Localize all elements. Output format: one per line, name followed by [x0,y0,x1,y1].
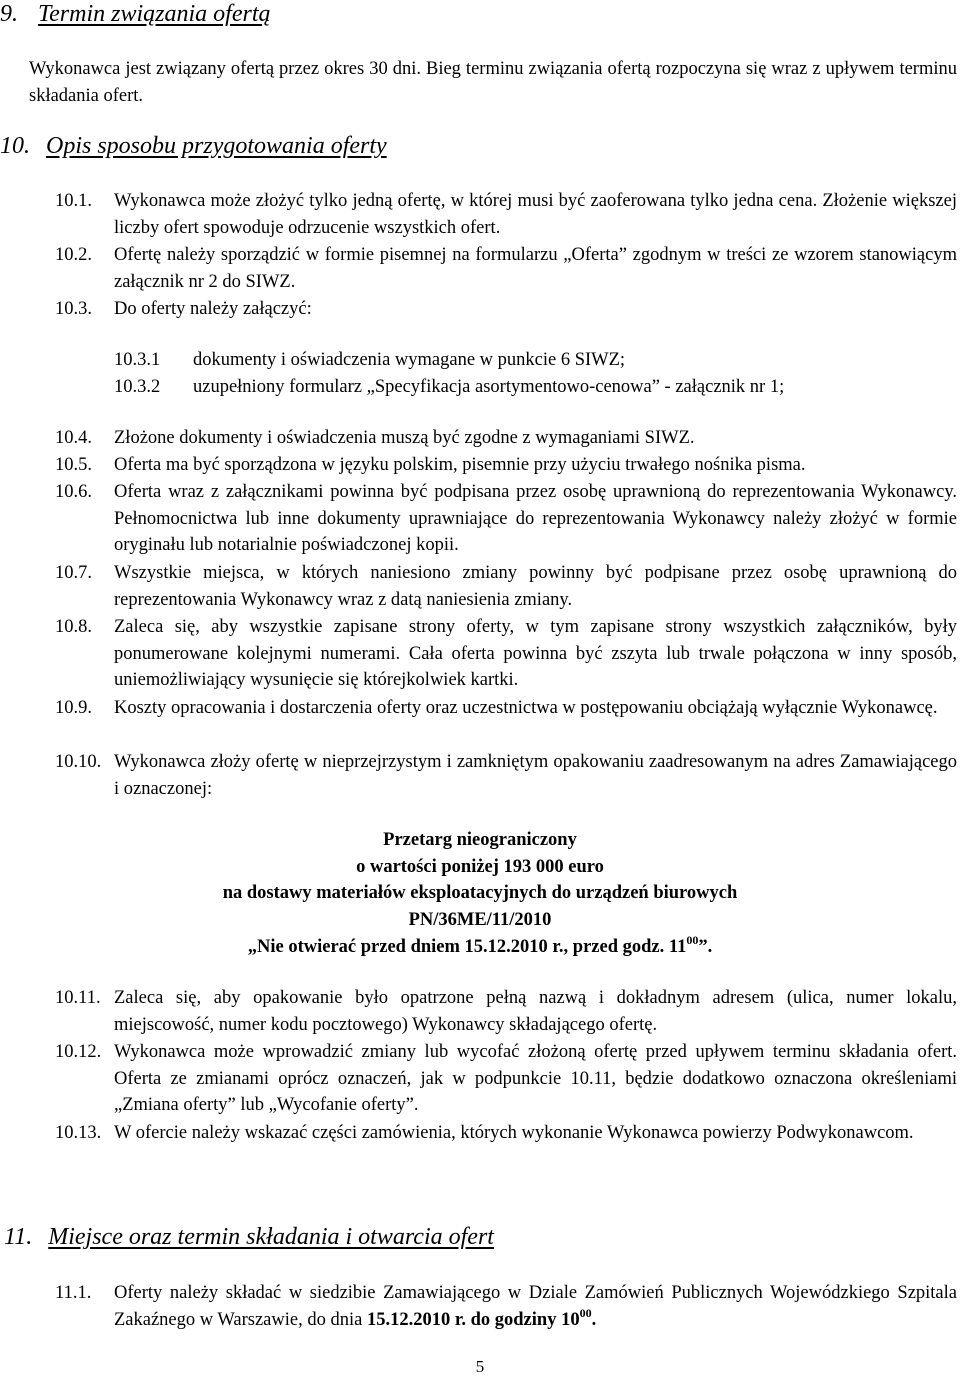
subitem-number: 10.3.1 [114,350,161,370]
item-text: Do oferty należy załączyć: [114,299,312,319]
item-text: Koszty opracowania i dostarczenia oferty oraz uczestnictwa w postępowaniu obciążają wyłącznie Wykonawcę. [114,698,938,718]
item-text: Wykonawca może złożyć tylko jedną ofertę, w której musi być zaoferowana tylko jedna cena. Złożenie większej liczby ofert spowoduje odrzucenie wszystkich ofert. [114,191,957,238]
section-9-heading [0,0,271,28]
item-number: 10.11. [55,988,101,1008]
envelope-deadline-minutes: 00 [686,933,699,947]
page-number: 5 [475,1357,485,1376]
deadline-bold: 15.12.2010 r. do godziny 10 [366,1309,580,1330]
item-text: Oferta wraz z załącznikami powinna być podpisana przez osobę uprawnioną do reprezentowania Wykonawcy. Pełnomocnictwa lub inne dokumenty uprawniające do reprezentowania Wykonawcy należy złożyć w formie oryginału lub notarialnie poświadczonej kopii. [114,482,957,556]
envelope-deadline [0,934,960,961]
envelope-deadline-text: „Nie otwierać przed dniem 15.12.2010 r., przed godz. 11 [247,937,687,957]
section-10-heading [0,132,387,160]
item-text: Zaleca się, aby opakowanie było opatrzone pełną nazwą i dokładnym adresem (ulica, numer lokalu, miejscowość, numer kodu pocztowego) Wykonawcy składającego ofertę. [114,988,957,1035]
section-11-heading [4,1223,494,1251]
item-text: Złożone dokumenty i oświadczenia muszą być zgodne z wymaganiami SIWZ. [114,428,695,448]
envelope-line: PN/36ME/11/2010 [408,910,552,930]
item-text [114,1280,957,1333]
section-10-title: Opis sposobu przygotowania oferty [46,133,387,159]
item-text: Ofertę należy sporządzić w formie pisemnej na formularzu „Oferta” zgodnym w treści ze wzorem stanowiącym załącznik nr 2 do SIWZ. [114,245,957,292]
section-9-text: Wykonawca jest związany ofertą przez okres 30 dni. Bieg terminu związania ofertą rozpoczyna się wraz z upływem terminu składania ofert. [29,59,957,106]
item-number: 11.1. [55,1283,92,1303]
item-number: 10.5. [55,455,92,475]
section-11-title: Miejsce oraz termin składania i otwarcia ofert [48,1224,494,1250]
item-number: 10.9. [55,698,92,718]
deadline-end: . [591,1309,597,1330]
envelope-line: Przetarg nieograniczony [383,830,577,850]
item-text: W ofercie należy wskazać części zamówienia, których wykonanie Wykonawca powierzy Podwykonawcom. [114,1123,914,1143]
section-9-title: Termin związania ofertą [38,1,271,27]
item-number: 10.7. [55,563,92,583]
item-number: 10.3. [55,299,92,319]
envelope-line: na dostawy materiałów eksploatacyjnych do urządzeń biurowych [222,883,738,903]
item-number: 10.6. [55,482,92,502]
subitem-text: uzupełniony formularz „Specyfikacja asortymentowo-cenowa” - załącznik nr 1; [193,377,785,397]
item-number: 10.10. [55,752,102,772]
item-text: Wykonawca złoży ofertę w nieprzejrzystym i zamkniętym opakowaniu zaadresowanym na adres Zamawiającego i oznaczonej: [114,752,957,799]
item-number: 10.1. [55,191,92,211]
item-number: 10.4. [55,428,92,448]
item-text: Wykonawca może wprowadzić zmiany lub wycofać złożoną ofertę przed upływem terminu składania ofert. Oferta ze zmianami oprócz oznaczeń, jak w podpunkcie 10.11, będzie dodatkowo oznaczona określeniami „Zmiana oferty” lub „Wycofanie oferty”. [114,1042,957,1116]
deadline-minutes: 00 [579,1305,592,1320]
item-number: 10.12. [55,1042,102,1062]
section-10-number: 10. [0,133,30,159]
item-text: Zaleca się, aby wszystkie zapisane strony oferty, w tym zapisane strony wszystkich załączników, były ponumerowane kolejnymi numerami. Cała oferta powinna być zszyta lub trwale połączona w inny sposób, uniemożliwiający wysunięcie się którejkolwiek kartki. [114,617,957,691]
envelope-line: o wartości poniżej 193 000 euro [356,857,604,877]
item-number: 10.2. [55,245,92,265]
item-text-body: Oferty należy składać w siedzibie Zamawiającego w Dziale Zamówień Publicznych Wojewódzkiego Szpitala Zakaźnego w Warszawie, do dnia [114,1283,957,1330]
item-number: 10.8. [55,617,92,637]
section-9-number: 9. [0,1,18,27]
item-number: 10.13. [55,1123,102,1143]
item-text: Oferta ma być sporządzona w języku polskim, pisemnie przy użyciu trwałego nośnika pisma. [114,455,806,475]
section-11-number: 11. [4,1224,33,1250]
subitem-number: 10.3.2 [114,377,161,397]
subitem-text: dokumenty i oświadczenia wymagane w punkcie 6 SIWZ; [193,350,626,370]
envelope-deadline-end: ”. [698,937,713,957]
item-text: Wszystkie miejsca, w których naniesiono zmiany powinny być podpisane przez osobę uprawnioną do reprezentowania Wykonawcy wraz z datą naniesienia zmiany. [114,563,957,610]
